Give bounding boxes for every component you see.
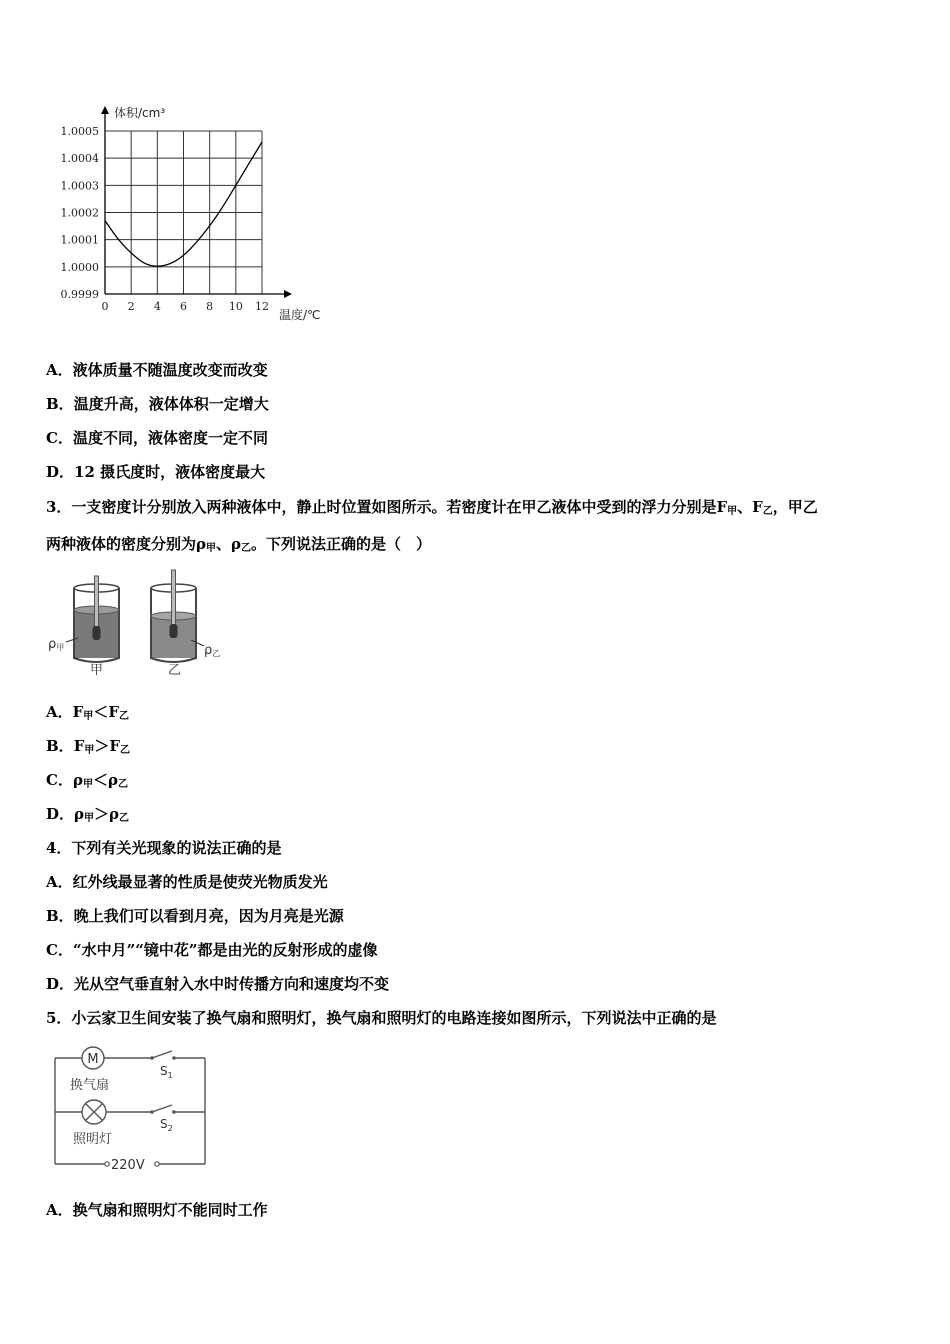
hydrometer-bulb-yi (170, 624, 178, 638)
q4-stem: 4．下列有关光现象的说法正确的是 (46, 839, 282, 857)
hydrometer-stem-jia (95, 576, 99, 634)
x-tick-label: 2 (127, 300, 135, 313)
q3-text: 。下列说法正确的是（ ） (250, 535, 431, 553)
beaker-jia (66, 576, 119, 662)
subscript: 乙 (118, 711, 129, 722)
y-tick-label: 1.0005 (60, 125, 99, 138)
x-tick-label: 4 (153, 300, 161, 313)
option-text: F (108, 703, 119, 721)
option-label: D． (46, 463, 75, 481)
hydrometer-figure (46, 568, 236, 680)
x-tick-label: 6 (180, 300, 187, 313)
q5-stem: 5．小云家卫生间安装了换气扇和照明灯，换气扇和照明灯的电路连接如图所示，下列说法中正确的是 (46, 1009, 717, 1027)
q4-option-a[interactable] (46, 872, 328, 892)
q5-option-a[interactable] (46, 1200, 268, 1220)
rho-jia-label: ρ甲 (48, 637, 65, 652)
option-text: 光从空气垂直射入水中时传播方向和速度均不变 (74, 975, 390, 993)
q3-text: 、ρ (215, 535, 241, 553)
q4-option-c[interactable] (46, 940, 377, 960)
voltage-label: 220V (111, 1158, 145, 1173)
option-text: “水中月”“镜中花”都是由光的反射形成的虚像 (72, 941, 378, 959)
subscript: 甲 (205, 543, 216, 554)
q2-option-a[interactable] (46, 360, 268, 380)
q4-option-b[interactable] (46, 906, 344, 926)
option-label: A． (46, 1201, 73, 1219)
option-label: B． (46, 395, 74, 413)
switch-s1-blade (152, 1051, 172, 1058)
option-label: B． (46, 737, 74, 755)
lamp-label: 照明灯 (73, 1132, 113, 1147)
x-axis-arrow (284, 290, 292, 298)
option-operator: ＞ (94, 737, 110, 755)
option-text: 换气扇和照明灯不能同时工作 (72, 1201, 268, 1219)
y-axis-arrow (101, 106, 109, 114)
q3-text: ，甲乙 (772, 498, 818, 516)
motor-symbol: M (87, 1052, 99, 1067)
volume-temperature-chart (50, 100, 340, 325)
q4-option-d[interactable] (46, 974, 389, 994)
x-tick-label: 10 (228, 300, 243, 313)
x-tick-label: 12 (255, 300, 269, 313)
subscript: 甲 (82, 779, 93, 790)
switch-s2-label: $S_2$ (160, 1117, 173, 1133)
option-operator: ＞ (94, 805, 110, 823)
option-text: ρ (74, 805, 84, 823)
option-label: A． (46, 361, 73, 379)
option-text: ρ (72, 771, 83, 789)
option-label: A． (46, 703, 73, 721)
option-label: D． (46, 805, 75, 823)
subscript: 乙 (762, 506, 773, 517)
q3-text: 3．一支密度计分别放入两种液体中，静止时位置如图所示。若密度计在甲乙液体中受到的浮力分别是F (46, 498, 728, 516)
switch-s2-contact (150, 1110, 154, 1114)
beaker-yi (151, 570, 204, 662)
fan-label: 换气扇 (70, 1078, 110, 1093)
y-tick-label: 1.0002 (60, 206, 99, 220)
y-tick-label: 1.0001 (60, 233, 99, 247)
option-text: 晚上我们可以看到月亮，因为月亮是光源 (73, 907, 344, 925)
q3-option-a[interactable] (46, 702, 129, 727)
q2-option-c[interactable] (46, 428, 268, 448)
terminal-left (105, 1162, 109, 1166)
q2-option-d[interactable] (46, 462, 265, 482)
q3-option-d[interactable] (46, 804, 129, 829)
hydrometer-bulb-jia (93, 626, 101, 640)
switch-s1-label: $S_1$ (160, 1064, 173, 1080)
option-text: 12 摄氏度时，液体密度最大 (74, 463, 266, 481)
chart-axes (101, 106, 292, 298)
q2-option-b[interactable] (46, 394, 269, 414)
option-label: C． (46, 429, 73, 447)
y-tick-label: 1.0003 (60, 179, 99, 193)
option-text: F (109, 737, 121, 755)
option-label: B． (46, 907, 74, 925)
option-label: A． (46, 873, 73, 891)
x-axis-label: 温度/℃ (279, 308, 321, 322)
hydrometer-stem-yi (172, 570, 176, 628)
option-label: D． (46, 975, 75, 993)
option-text: F (73, 737, 85, 755)
option-text: ρ (107, 771, 118, 789)
terminal-right (155, 1162, 159, 1166)
option-text: 温度不同，液体密度一定不同 (72, 429, 268, 447)
switch-s2-blade (152, 1105, 172, 1112)
switch-s1-contact (172, 1056, 176, 1060)
circuit-diagram (48, 1042, 213, 1177)
q3-stem-line1 (46, 497, 818, 522)
subscript: 甲 (84, 813, 94, 824)
option-text: 液体质量不随温度改变而改变 (72, 361, 268, 379)
option-label: C． (46, 771, 73, 789)
switch-s1-contact (150, 1056, 154, 1060)
subscript: 甲 (727, 506, 738, 517)
q3-option-c[interactable] (46, 770, 128, 795)
option-text: 温度升高，液体体积一定增大 (73, 395, 269, 413)
q3-text: 两种液体的密度分别为ρ (46, 535, 206, 553)
y-tick-label: 1.0004 (60, 152, 99, 166)
beaker-jia-label: 甲 (90, 663, 104, 678)
beaker-yi-label: 乙 (168, 663, 182, 678)
subscript: 甲 (83, 711, 94, 722)
x-tick-label: 0 (101, 300, 109, 313)
option-text: 红外线最显著的性质是使荧光物质发光 (72, 873, 328, 891)
subscript: 乙 (117, 779, 128, 790)
y-tick-label: 1.0000 (60, 260, 99, 274)
q3-stem-line2 (46, 534, 431, 559)
y-axis-label: 体积/cm³ (114, 106, 166, 120)
option-text: ρ (109, 805, 119, 823)
subscript: 乙 (240, 543, 251, 554)
rho-yi-label: ρ乙 (204, 643, 221, 658)
q3-text: 、F (737, 498, 763, 516)
x-tick-label: 8 (206, 300, 214, 313)
subscript: 甲 (84, 745, 95, 756)
switch-s2-contact (172, 1110, 176, 1114)
option-text: F (72, 703, 84, 721)
subscript: 乙 (120, 745, 131, 756)
subscript: 乙 (119, 813, 129, 824)
option-operator: ＜ (92, 771, 108, 789)
option-operator: ＜ (93, 703, 109, 721)
option-label: C． (46, 941, 73, 959)
y-tick-label: 0.9999 (60, 288, 99, 301)
chart-ticks (61, 125, 270, 313)
chart-grid (105, 131, 262, 294)
q3-option-b[interactable] (46, 736, 130, 761)
